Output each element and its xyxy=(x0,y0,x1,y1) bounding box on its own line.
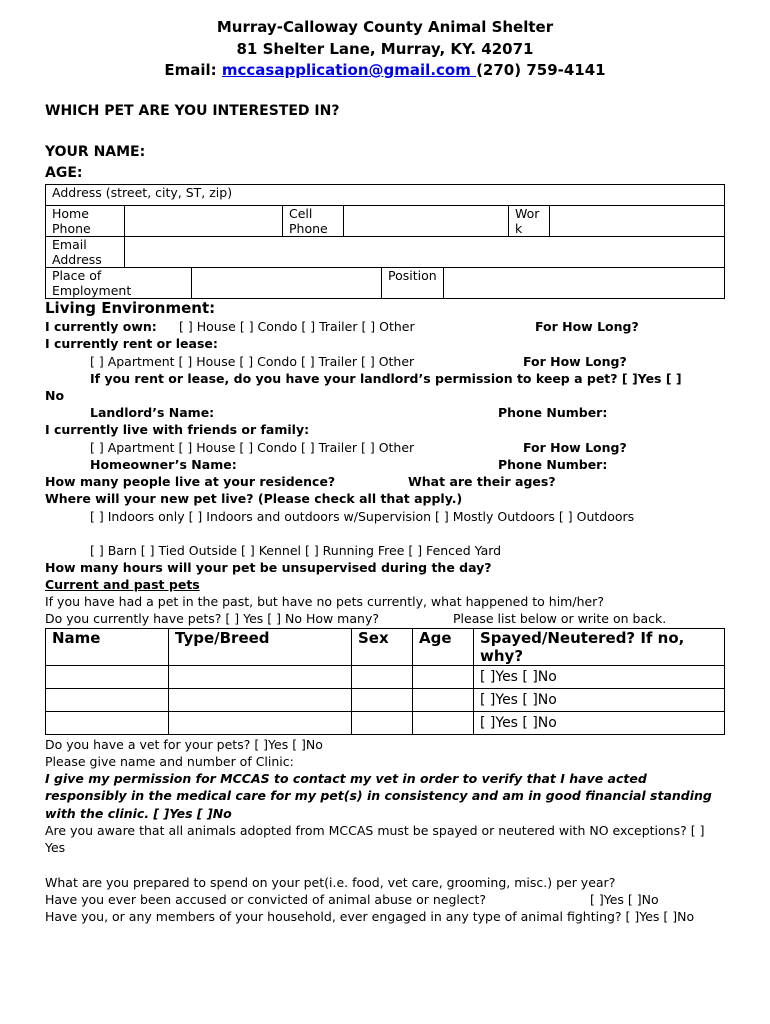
homeowner-phone-label: Phone Number: xyxy=(498,457,608,472)
employment-field[interactable] xyxy=(192,268,382,299)
org-name: Murray-Calloway County Animal Shelter xyxy=(216,18,554,36)
pet-interest-question: WHICH PET ARE YOU INTERESTED IN? xyxy=(45,103,340,119)
email-address-field[interactable] xyxy=(125,237,725,268)
spayed-yes-no[interactable]: [ ]Yes [ ]No xyxy=(474,689,725,712)
pet-age-field[interactable] xyxy=(413,689,474,712)
pet-name-field[interactable] xyxy=(46,712,169,735)
friends-options[interactable]: [ ] Apartment [ ] House [ ] Condo [ ] Trailer [ ] Other xyxy=(90,440,415,455)
permission-line-1: I give my permission for MCCAS to contact my vet in order to verify that I have acted xyxy=(45,771,647,786)
col-type-breed: Type/Breed xyxy=(169,629,352,666)
email-label: Email: xyxy=(164,61,222,79)
friends-family-label: I currently live with friends or family: xyxy=(45,422,310,437)
work-phone-label: Wor k xyxy=(509,206,550,237)
vet-question[interactable]: Do you have a vet for your pets? [ ]Yes [ ]No xyxy=(45,737,323,752)
pet-type-field[interactable] xyxy=(169,666,352,689)
own-label: I currently own: xyxy=(45,319,157,334)
contact-line xyxy=(0,61,770,79)
spay-neuter-question[interactable]: Are you aware that all animals adopted from MCCAS must be spayed or neutered with NO exceptions? [ ] xyxy=(45,823,705,838)
abuse-yes-no[interactable]: [ ]Yes [ ]No xyxy=(590,892,659,907)
home-phone-field[interactable] xyxy=(125,206,283,237)
cell-phone-label: Cell Phone xyxy=(283,206,344,237)
address-label: Address (street, city, ST, zip) xyxy=(52,185,233,200)
pet-type-field[interactable] xyxy=(169,712,352,735)
own-how-long: For How Long? xyxy=(535,319,639,334)
pet-type-field[interactable] xyxy=(169,689,352,712)
where-question: Where will your new pet live? (Please check all that apply.) xyxy=(45,491,463,506)
employment-label: Place of Employment xyxy=(46,268,192,299)
fighting-question[interactable]: Have you, or any members of your household, ever engaged in any type of animal fighting? [ ]Yes [ ]No xyxy=(45,909,695,924)
pet-age-field[interactable] xyxy=(413,712,474,735)
where-options-row-1[interactable]: [ ] Indoors only [ ] Indoors and outdoors w/Supervision [ ] Mostly Outdoors [ ] Outdoors xyxy=(90,509,635,524)
home-phone-label: Home Phone xyxy=(46,206,125,237)
living-environment-title: Living Environment: xyxy=(45,299,216,317)
rent-how-long: For How Long? xyxy=(523,354,627,369)
permission-line-2: responsibly in the medical care for my pet(s) in consistency and am in good financial standing xyxy=(45,788,712,803)
rent-label: I currently rent or lease: xyxy=(45,336,218,351)
pets-table xyxy=(45,628,725,735)
work-phone-field[interactable] xyxy=(550,206,725,237)
spay-neuter-yes[interactable]: Yes xyxy=(45,840,66,855)
address-cell[interactable] xyxy=(46,185,725,206)
col-sex: Sex xyxy=(352,629,413,666)
pet-age-field[interactable] xyxy=(413,666,474,689)
hours-question: How many hours will your pet be unsupervised during the day? xyxy=(45,560,492,575)
phone: (270) 759-4141 xyxy=(476,61,606,79)
cell-phone-field[interactable] xyxy=(344,206,509,237)
col-name: Name xyxy=(46,629,169,666)
col-age: Age xyxy=(413,629,474,666)
pet-name-field[interactable] xyxy=(46,666,169,689)
pet-sex-field[interactable] xyxy=(352,689,413,712)
current-pets-question[interactable]: Do you currently have pets? [ ] Yes [ ] No How many? xyxy=(45,611,379,626)
pets-section-title: Current and past pets xyxy=(45,577,200,592)
age-question: AGE: xyxy=(45,165,83,181)
email-address-label: Email Address xyxy=(46,237,125,268)
spayed-yes-no[interactable]: [ ]Yes [ ]No xyxy=(474,712,725,735)
pet-name-field[interactable] xyxy=(46,689,169,712)
position-field[interactable] xyxy=(443,268,724,299)
landlord-phone-label: Phone Number: xyxy=(498,405,608,420)
own-options[interactable]: [ ] House [ ] Condo [ ] Trailer [ ] Other xyxy=(179,319,415,334)
table-row xyxy=(46,666,725,689)
permission-line-3[interactable]: with the clinic. [ ]Yes [ ]No xyxy=(45,806,232,821)
table-row xyxy=(46,689,725,712)
clinic-question: Please give name and number of Clinic: xyxy=(45,754,294,769)
abuse-question: Have you ever been accused or convicted of animal abuse or neglect? xyxy=(45,892,486,907)
pet-sex-field[interactable] xyxy=(352,666,413,689)
landlord-permission-question[interactable]: If you rent or lease, do you have your landlord’s permission to keep a pet? [ ]Yes [ ] xyxy=(90,371,682,386)
landlord-name-label: Landlord’s Name: xyxy=(90,405,215,420)
table-row xyxy=(46,712,725,735)
position-label: Position xyxy=(382,268,444,299)
past-pet-question: If you have had a pet in the past, but have no pets currently, what happened to him/her? xyxy=(45,594,604,609)
col-spayed: Spayed/Neutered? If no, why? xyxy=(474,629,725,666)
landlord-no[interactable]: No xyxy=(45,388,65,403)
homeowner-name-label: Homeowner’s Name: xyxy=(90,457,237,472)
where-options-row-2[interactable]: [ ] Barn [ ] Tied Outside [ ] Kennel [ ] Running Free [ ] Fenced Yard xyxy=(90,543,502,558)
list-note: Please list below or write on back. xyxy=(453,611,667,626)
pet-sex-field[interactable] xyxy=(352,712,413,735)
employment-table xyxy=(45,267,725,299)
rent-options[interactable]: [ ] Apartment [ ] House [ ] Condo [ ] Trailer [ ] Other xyxy=(90,354,415,369)
spend-question: What are you prepared to spend on your pet(i.e. food, vet care, grooming, misc.) per year? xyxy=(45,875,616,890)
people-question: How many people live at your residence? xyxy=(45,474,336,489)
email-link[interactable]: mccasapplication@gmail.com xyxy=(221,61,477,79)
ages-question: What are their ages? xyxy=(408,474,556,489)
name-question: YOUR NAME: xyxy=(45,144,146,160)
friends-how-long: For How Long? xyxy=(523,440,627,455)
contact-info-table xyxy=(45,184,725,268)
org-address: 81 Shelter Lane, Murray, KY. 42071 xyxy=(236,40,534,58)
spayed-yes-no[interactable]: [ ]Yes [ ]No xyxy=(474,666,725,689)
